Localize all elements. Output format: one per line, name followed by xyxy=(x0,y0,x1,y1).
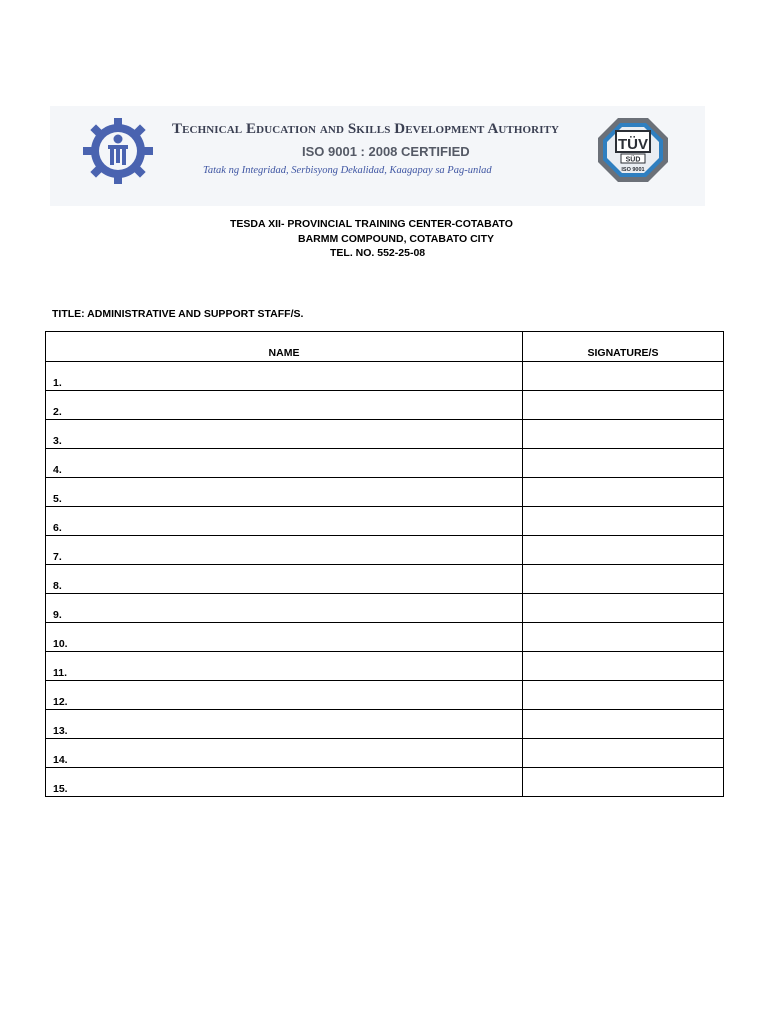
signature-cell[interactable] xyxy=(523,478,724,507)
table-row xyxy=(46,768,724,797)
table-row xyxy=(46,536,724,565)
name-cell[interactable]: 8. xyxy=(46,565,523,594)
signature-cell[interactable] xyxy=(523,623,724,652)
name-cell[interactable]: 6. xyxy=(46,507,523,536)
signature-cell[interactable] xyxy=(523,681,724,710)
table-row xyxy=(46,652,724,681)
name-cell[interactable]: 15. xyxy=(46,768,523,797)
tuv-standard: ISO 9001 xyxy=(621,167,645,173)
signature-cell[interactable] xyxy=(523,391,724,420)
table-row xyxy=(46,739,724,768)
agency-name xyxy=(172,121,559,138)
name-cell[interactable]: 14. xyxy=(46,739,523,768)
signature-cell[interactable] xyxy=(523,652,724,681)
tesda-gear-logo-icon xyxy=(78,116,158,186)
agency-name-text: Technical Education and Skills Development Authority xyxy=(172,121,560,137)
signature-cell[interactable] xyxy=(523,710,724,739)
tuv-sud-badge-icon xyxy=(597,117,669,183)
signature-cell[interactable] xyxy=(523,449,724,478)
name-cell[interactable]: 12. xyxy=(46,681,523,710)
name-cell[interactable]: 13. xyxy=(46,710,523,739)
office-line-1: TESDA XII- PROVINCIAL TRAINING CENTER-COTABATO xyxy=(230,218,513,230)
name-cell[interactable]: 7. xyxy=(46,536,523,565)
signature-cell[interactable] xyxy=(523,768,724,797)
name-cell[interactable]: 4. xyxy=(46,449,523,478)
table-row xyxy=(46,594,724,623)
certification-label: ISO 9001 : 2008 CERTIFIED xyxy=(302,144,470,159)
table-row xyxy=(46,681,724,710)
office-line-3: TEL. NO. 552-25-08 xyxy=(330,247,426,259)
signature-cell[interactable] xyxy=(523,565,724,594)
signature-cell[interactable] xyxy=(523,362,724,391)
agency-motto: Tatak ng Integridad, Serbisyong Dekalidad, Kaagapay sa Pag-unlad xyxy=(203,165,492,176)
name-cell[interactable]: 11. xyxy=(46,652,523,681)
signature-cell[interactable] xyxy=(523,507,724,536)
table-row xyxy=(46,449,724,478)
name-cell[interactable]: 5. xyxy=(46,478,523,507)
table-row xyxy=(46,565,724,594)
signature-cell[interactable] xyxy=(523,594,724,623)
tuv-mark: TÜV xyxy=(618,136,648,153)
signature-cell[interactable] xyxy=(523,739,724,768)
tuv-sub: SÜD xyxy=(625,156,641,164)
signature-cell[interactable] xyxy=(523,536,724,565)
signature-column-header: SIGNATURE/S xyxy=(523,332,724,362)
office-line-2: BARMM COMPOUND, COTABATO CITY xyxy=(298,233,494,245)
table-row xyxy=(46,478,724,507)
table-header-row xyxy=(46,332,724,362)
name-cell[interactable]: 2. xyxy=(46,391,523,420)
name-cell[interactable]: 10. xyxy=(46,623,523,652)
table-row xyxy=(46,507,724,536)
signature-cell[interactable] xyxy=(523,420,724,449)
document-title: TITLE: ADMINISTRATIVE AND SUPPORT STAFF/S. xyxy=(52,308,304,320)
name-column-header: NAME xyxy=(46,332,523,362)
table-row xyxy=(46,391,724,420)
table-row xyxy=(46,710,724,739)
name-cell[interactable]: 3. xyxy=(46,420,523,449)
name-cell[interactable]: 9. xyxy=(46,594,523,623)
table-row xyxy=(46,420,724,449)
table-row xyxy=(46,623,724,652)
table-row xyxy=(46,362,724,391)
name-cell[interactable]: 1. xyxy=(46,362,523,391)
attendance-table xyxy=(45,331,724,797)
